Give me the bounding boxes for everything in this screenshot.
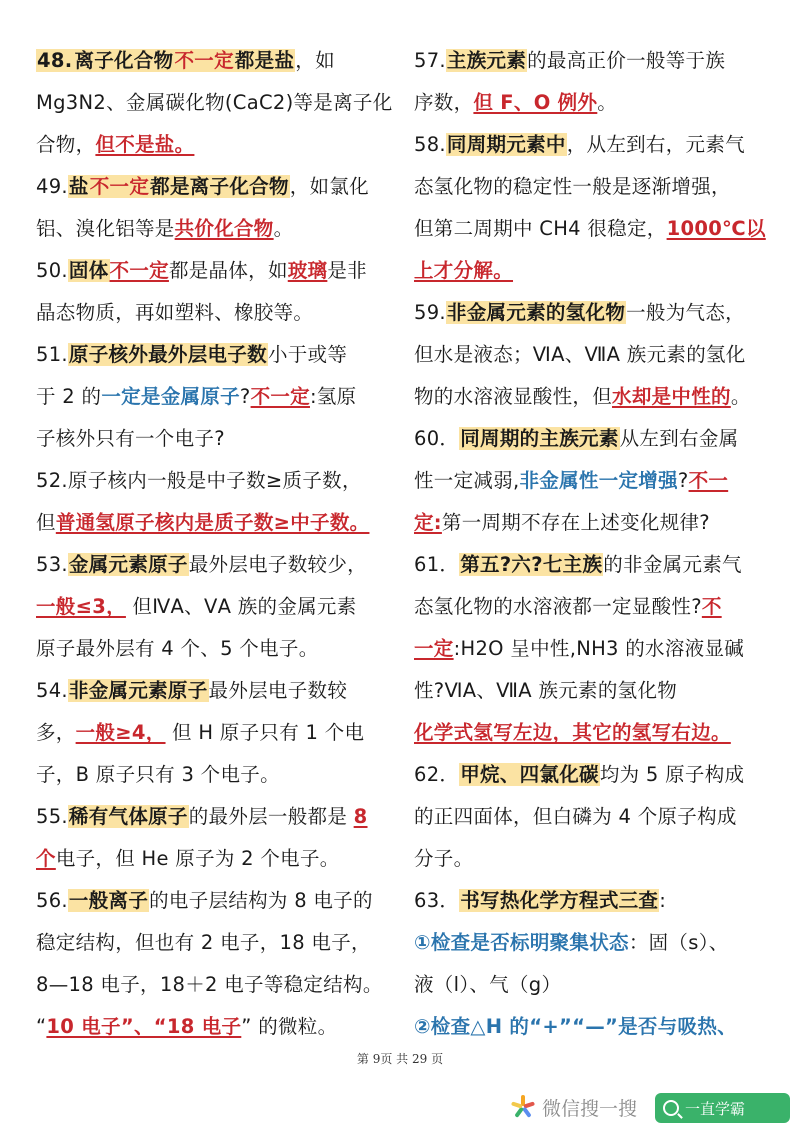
- text-segment: 60．: [414, 427, 460, 450]
- text-line: [36, 460, 396, 502]
- text-segment: 金属元素原子: [68, 553, 188, 576]
- text-segment: 但 F、O 例外: [473, 91, 598, 114]
- text-segment: 10 电子”、“18 电子: [46, 1015, 242, 1038]
- text-segment: 是非: [327, 259, 367, 282]
- text-segment: 定:: [414, 511, 442, 534]
- text-line: [414, 880, 774, 922]
- text-segment: 但不是盐。: [95, 133, 195, 156]
- text-segment: 同周期元素中: [446, 133, 566, 156]
- text-segment: 固体: [68, 259, 109, 282]
- text-segment: 但第二周期中 CH4 很稳定，: [414, 217, 667, 240]
- text-segment: 57.: [414, 49, 446, 72]
- text-segment: ②检查△H 的“+”“—”是否与吸热、: [414, 1015, 737, 1038]
- text-line: [36, 586, 396, 628]
- text-segment: 50.: [36, 259, 68, 282]
- text-segment: 。: [730, 385, 751, 408]
- text-line: [414, 922, 774, 964]
- text-segment: 都是离子化合物: [150, 175, 289, 198]
- text-segment: 56.: [36, 889, 68, 912]
- text-line: [414, 502, 774, 544]
- text-segment: 稳定结构，但也有 2 电子，18 电子，: [36, 931, 371, 954]
- text-segment: 水却是中性的: [612, 385, 731, 408]
- text-segment: 8: [353, 805, 368, 828]
- text-segment: 但水是液态；ⅥA、ⅦA 族元素的氢化: [414, 343, 746, 366]
- text-segment: 稀有气体原子: [68, 805, 188, 828]
- text-segment: 非金属元素原子: [68, 679, 208, 702]
- text-segment: 共价化合物: [174, 217, 274, 240]
- text-line: [414, 460, 774, 502]
- text-segment: 58.: [414, 133, 446, 156]
- text-segment: 盐: [68, 175, 89, 198]
- text-line: [36, 1006, 396, 1048]
- text-segment: 不一定: [250, 385, 310, 408]
- text-line: [36, 40, 396, 82]
- text-line: [36, 334, 396, 376]
- text-segment: 的最外层一般都是: [188, 805, 354, 828]
- text-line: [414, 40, 774, 82]
- text-segment: 的电子层结构为 8 电子的: [149, 889, 373, 912]
- text-line: [414, 292, 774, 334]
- text-line: [414, 1006, 774, 1048]
- text-segment: 态氢化物的水溶液都一定显酸性?: [414, 595, 702, 618]
- text-segment: 一般≤3，: [36, 595, 126, 618]
- right-column: [414, 40, 774, 1048]
- text-line: [414, 376, 774, 418]
- text-segment: 63．: [414, 889, 460, 912]
- text-segment: ，如氯化: [289, 175, 369, 198]
- text-segment: 都是盐: [234, 49, 295, 72]
- text-segment: 但 H 原子只有 1 个电: [165, 721, 365, 744]
- text-segment: 不一: [688, 469, 729, 492]
- text-segment: 非金属元素的氢化物: [446, 301, 626, 324]
- text-segment: ?: [677, 469, 689, 492]
- text-segment: 上才分解。: [414, 259, 514, 282]
- text-segment: 不一定: [89, 175, 150, 198]
- text-segment: 但: [36, 511, 56, 534]
- text-line: [36, 754, 396, 796]
- text-segment: 多，: [36, 721, 76, 744]
- text-segment: 49.: [36, 175, 68, 198]
- text-segment: 55.: [36, 805, 68, 828]
- text-segment: 离子化合物: [74, 49, 174, 72]
- text-segment: 甲烷、四氯化碳: [460, 763, 599, 786]
- text-line: [36, 628, 396, 670]
- text-line: [36, 544, 396, 586]
- text-segment: ①: [414, 931, 431, 954]
- text-line: [414, 418, 774, 460]
- text-segment: 物的水溶液显酸性，但: [414, 385, 613, 408]
- account-search-pill[interactable]: [655, 1093, 790, 1123]
- text-segment: 分子。: [414, 847, 474, 870]
- text-line: [36, 964, 396, 1006]
- text-line: [414, 166, 774, 208]
- text-segment: 1000℃以: [666, 217, 766, 240]
- text-segment: 同周期的主族元素: [460, 427, 619, 450]
- text-segment: 的最高正价一般等于族: [527, 49, 726, 72]
- text-segment: 最外层电子数较少，: [188, 553, 367, 576]
- text-segment: Mg3N2、金属碳化物(CaC2)等是离子化: [36, 91, 393, 114]
- text-segment: 小于或等: [267, 343, 348, 366]
- text-segment: ” 的微粒。: [241, 1015, 338, 1038]
- text-line: [414, 250, 774, 292]
- text-line: [36, 796, 396, 838]
- text-segment: 。: [597, 91, 618, 114]
- text-segment: 不: [701, 595, 722, 618]
- text-segment: 59.: [414, 301, 446, 324]
- text-segment: 一般≥4，: [75, 721, 166, 744]
- text-line: [414, 334, 774, 376]
- text-line: [36, 922, 396, 964]
- text-segment: 书写热化学方程式三查: [460, 889, 659, 912]
- text-segment: 第五?六?七主族: [460, 553, 603, 576]
- account-name: 一直学霸: [685, 1099, 746, 1118]
- wechat-search-label: 微信搜一搜: [542, 1097, 638, 1120]
- text-segment: “: [36, 1015, 47, 1038]
- text-segment: 最外层电子数较: [208, 679, 348, 702]
- text-line: [414, 82, 774, 124]
- text-segment: 主族元素: [446, 49, 527, 72]
- text-line: [36, 208, 396, 250]
- text-segment: :H2O 呈中性,NH3 的水溶液显碱: [453, 637, 745, 660]
- text-line: [36, 250, 396, 292]
- text-line: [414, 670, 774, 712]
- text-segment: 于 2 的: [36, 385, 102, 408]
- text-line: [36, 838, 396, 880]
- text-segment: 48.: [37, 49, 73, 72]
- text-line: [414, 208, 774, 250]
- text-segment: 第一周期不存在上述变化规律?: [441, 511, 710, 534]
- text-segment: 62．: [414, 763, 460, 786]
- text-segment: ，如: [295, 49, 335, 72]
- text-segment: ?: [239, 385, 251, 408]
- text-line: [414, 712, 774, 754]
- text-segment: 液（l）、气（g）: [414, 973, 562, 996]
- text-segment: ，从左到右，元素气: [566, 133, 745, 156]
- text-segment: 玻璃: [287, 259, 328, 282]
- text-segment: 一定: [414, 637, 454, 660]
- text-segment: 的正四面体，但白磷为 4 个原子构成: [414, 805, 737, 828]
- text-segment: 合物，: [36, 133, 96, 156]
- text-segment: ：固（s）、: [628, 931, 729, 954]
- text-segment: 个: [36, 847, 56, 870]
- text-segment: 8—18 电子，18＋2 电子等稳定结构。: [36, 973, 383, 996]
- text-line: [36, 376, 396, 418]
- text-segment: 但ⅣA、ⅤA 族的金属元素: [125, 595, 357, 618]
- text-segment: 性一定减弱,: [414, 469, 520, 492]
- text-segment: 61．: [414, 553, 460, 576]
- text-line: [414, 586, 774, 628]
- text-segment: 不一定: [109, 259, 169, 282]
- text-line: [36, 418, 396, 460]
- text-segment: 铝、溴化铝等是: [36, 217, 175, 240]
- text-line: [414, 964, 774, 1006]
- text-segment: 51.: [36, 343, 68, 366]
- text-segment: 普通氢原子核内是质子数≥中子数。: [55, 511, 370, 534]
- text-segment: 不一定: [174, 49, 234, 72]
- text-segment: 晶态物质，再如塑料、橡胶等。: [36, 301, 314, 324]
- text-segment: 原子最外层有 4 个、5 个电子。: [36, 637, 319, 660]
- text-segment: 检查是否标明聚集状态: [430, 931, 629, 954]
- text-line: [414, 754, 774, 796]
- text-segment: 态氢化物的稳定性一般是逐渐增强，: [414, 175, 731, 198]
- text-segment: 52.原子核内一般是中子数≥质子数，: [36, 469, 362, 492]
- text-segment: 原子核外最外层电子数: [68, 343, 267, 366]
- text-segment: 序数，: [414, 91, 474, 114]
- text-segment: 都是晶体，如: [168, 259, 288, 282]
- wechat-search-logo-icon: [510, 1094, 536, 1120]
- text-segment: 一定是金属原子: [101, 385, 240, 408]
- text-segment: 54.: [36, 679, 68, 702]
- text-line: [414, 124, 774, 166]
- text-line: [36, 712, 396, 754]
- wechat-search-watermark[interactable]: [510, 1092, 637, 1122]
- text-line: [36, 82, 396, 124]
- text-segment: 化学式氢写左边，其它的氢写右边。: [414, 721, 731, 744]
- text-line: [36, 502, 396, 544]
- text-segment: 的非金属元素气: [603, 553, 742, 576]
- text-line: [36, 880, 396, 922]
- text-segment: 一般离子: [68, 889, 149, 912]
- page-footer: 第 9页 共 29 页: [356, 1052, 444, 1066]
- text-segment: 从左到右金属: [619, 427, 739, 450]
- text-segment: :氢原: [309, 385, 357, 408]
- text-segment: :: [659, 889, 667, 912]
- text-segment: 一般为气态，: [626, 301, 745, 324]
- text-segment: 均为 5 原子构成: [599, 763, 745, 786]
- text-line: [36, 292, 396, 334]
- text-segment: 子，B 原子只有 3 个电子。: [36, 763, 280, 786]
- text-line: [36, 670, 396, 712]
- text-line: [414, 796, 774, 838]
- text-line: [414, 838, 774, 880]
- text-line: [414, 628, 774, 670]
- text-line: [36, 166, 396, 208]
- text-segment: 53.: [36, 553, 68, 576]
- text-segment: 非金属性一定增强: [519, 469, 678, 492]
- text-segment: 性?ⅥA、ⅦA 族元素的氢化物: [414, 679, 678, 702]
- text-segment: 。: [273, 217, 294, 240]
- text-line: [36, 124, 396, 166]
- text-segment: 电子，但 He 原子为 2 个电子。: [55, 847, 340, 870]
- search-icon: [663, 1100, 679, 1116]
- text-line: [414, 544, 774, 586]
- text-segment: 子核外只有一个电子?: [36, 427, 225, 450]
- left-column: [36, 40, 396, 1048]
